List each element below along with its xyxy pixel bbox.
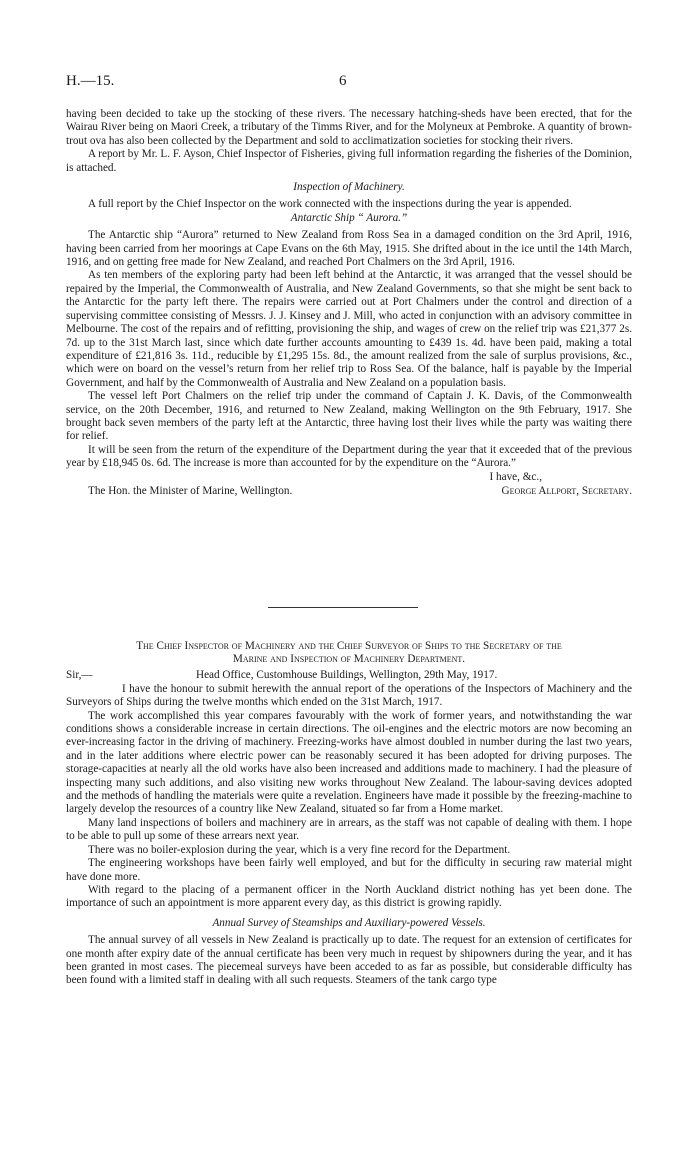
heading-inspection-of-machinery: Inspection of Machinery.: [293, 181, 405, 194]
paragraph: The work accomplished this year compares favourably with the work of former years, and notwithstanding the war conditions shows a considerable increase in certain directions. The oil-engines and the electric motors are now becoming an ever-increasing factor in the driving of machinery. Freezing-works have almost doubled in number during the last two years, and in the later additions where electric power can be reasonably secured it has been adopted for driving purposes. The storage-capacities at nearly all the old works have also been increased and additions made to machinery. I had the pleasure of inspecting many such additions, and also visiting new works throughout New Zealand. The labour-saving devices adopted and the methods of handling the materials were quite a revelation. Engineers have made it possible by the freezing-machine to largely develop the resources of a country like New Zealand, situated so far from a Home market.: [66, 709, 632, 816]
paragraph: With regard to the placing of a permanent officer in the North Auckland district nothing has yet been done. The importance of such an appointment is more apparent every day, as this district is growing rapidly.: [66, 883, 632, 910]
heading-antarctic-ship-aurora: Antarctic Ship “ Aurora.”: [290, 211, 408, 224]
page-number: 6: [339, 73, 347, 89]
paragraph: I have the honour to submit herewith the annual report of the operations of the Inspectors of Machinery and the Surveyors of Ships during the twelve months which ended on the 31st March, 1917.: [66, 682, 632, 709]
closing: I have, &c.,: [489, 470, 542, 483]
signature-row: [66, 485, 632, 499]
paragraph: The vessel left Port Chalmers on the relief trip under the command of Captain J. K. Davis, of the Commonwealth service, on the 20th December, 1916, and returned to New Zealand, making Wellington on the 9th February, 1917. She brought back seven members of the party left at the Antarctic, three having lost their lives while the party was waiting there for relief.: [66, 390, 632, 443]
addressee: The Hon. the Minister of Marine, Wellington.: [88, 484, 293, 497]
paragraph: There was no boiler-explosion during the year, which is a very fine record for the Department.: [88, 843, 511, 856]
address-row: [66, 669, 632, 683]
paragraph: A report by Mr. L. F. Ayson, Chief Inspector of Fisheries, giving full information regarding the fisheries of the Dominion, is attached.: [66, 148, 632, 174]
office-address: Head Office, Customhouse Buildings, Wellington, 29th May, 1917.: [196, 668, 498, 681]
paragraph: It will be seen from the return of the expenditure of the Department during the year that it exceeded that of the previous year by £18,945 0s. 6d. The increase is more than accounted for by the expenditure on the “Aurora.”: [66, 443, 632, 470]
section-divider: [268, 607, 418, 608]
paragraph: The engineering workshops have been fairly well employed, and but for the difficulty in securing raw material might have done more.: [66, 857, 632, 883]
section-machinery-report: [66, 640, 632, 988]
section-fisheries-aurora: [66, 108, 632, 499]
signature: George Allport, Secretary.: [501, 484, 632, 497]
paragraph: The Antarctic ship “Aurora” returned to New Zealand from Ross Sea in a damaged condition on the 3rd April, 1916, having been carried from her moorings at Cape Evans on the 6th May, 1915. She drifted about in the ice until the 14th March, 1916, and on getting free made for New Zealand, and reached Port Chalmers on the 3rd April, 1916.: [66, 229, 632, 269]
paragraph: As ten members of the exploring party had been left behind at the Antarctic, it was arranged that the vessel should be repaired by the Imperial, the Commonwealth of Australia, and New Zealand Governments, so that she might be sent back to the Antarctic for the party left there. The repairs were carried out at Port Chalmers under the control and direction of a supervising committee consisting of Messrs. J. J. Kinsey and J. Mill, who acted in conjunction with an advisory committee in Melbourne. The cost of the repairs and of refitting, provisioning the ship, and wages of crew on the relief trip was £21,377 2s. 7d. up to the 31st March last, since which date further accounts amounting to £439 1s. 4d. have been paid, making a total expenditure of £21,816 3s. 11d., reducible by £1,295 15s. 8d., the amount realized from the sale of surplus provisions, &c., which were on board on the vessel’s return from her relief trip to Ross Sea. Of the balance, half is payable by the Imperial Government, and half by the Commonwealth of Australia and New Zealand on a population basis.: [66, 269, 632, 389]
paragraph: Many land inspections of boilers and machinery are in arrears, as the staff was not capable of dealing with them. I hope to be able to pull up some of these arrears next year.: [66, 816, 632, 843]
paragraph: The annual survey of all vessels in New Zealand is practically up to date. The request for an extension of certificates for one month after expiry date of the annual certificate has been very much in request by shipowners during the year, and it has been granted in most cases. The piecemeal surveys have been acceded to as far as possible, but considerable difficulty has been found with a limited staff in dealing with all such requests. Steamers of the tank cargo type: [66, 934, 632, 987]
closing-row: [66, 471, 632, 485]
page-header: [66, 75, 632, 95]
heading-annual-survey: Annual Survey of Steamships and Auxiliary-powered Vessels.: [212, 916, 486, 929]
report-title: The Chief Inspector of Machinery and the Chief Surveyor of Ships to the Secretary of the: [136, 640, 562, 652]
paragraph: having been decided to take up the stocking of these rivers. The necessary hatching-sheds have been erected, that for the Wairau River being on Maori Creek, a tributary of the Timms River, and for the Molyneux at Pembroke. A quantity of brown-trout ova has also been collected by the Department and sold to acclimatization societies for stocking their rivers.: [66, 108, 632, 147]
report-title-line2: Marine and Inspection of Machinery Department.: [232, 653, 466, 666]
report-code: H.—15.: [66, 73, 115, 89]
salutation: Sir,—: [66, 668, 93, 681]
paragraph: A full report by the Chief Inspector on the work connected with the inspections during the year is appended.: [88, 198, 572, 211]
